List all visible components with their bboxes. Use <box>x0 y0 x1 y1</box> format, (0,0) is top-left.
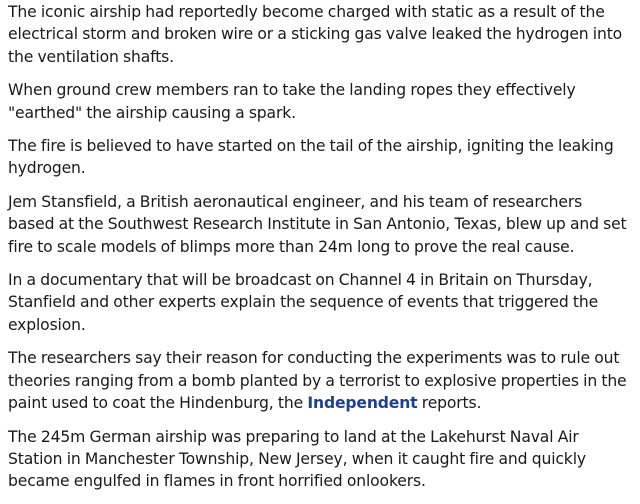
paragraph-theories-text: The researchers say their reason for conducting the experiments was to rule out theories ranging from a bomb planted by a terrorist to explosive properties in the paint used to coat the Hindenburg, the <box>8 349 627 413</box>
paragraph-ground-crew: When ground crew members ran to take the landing ropes they effectively "earthed" the airship causing a spark. <box>8 81 576 122</box>
paragraph-researchers: Jem Stansfield, a British aeronautical engineer, and his team of researchers based at the Southwest Research Institute in San Antonio, Texas, blew up and set fire to scale models of blimps more than 24m long to prove the real cause. <box>8 192 627 256</box>
paragraph-theories-tail: reports. <box>417 394 482 413</box>
paragraph-documentary: In a documentary that will be broadcast on Channel 4 in Britain on Thursday, Stanfield and other experts explain the sequence of events that triggered the explosion. <box>8 271 599 334</box>
independent-link[interactable]: Independent <box>307 394 418 413</box>
paragraph-static-charge: The iconic airship had reportedly become charged with static as a result of the electrical storm and broken wire or a sticking gas valve leaked the hydrogen into the ventilation shafts. <box>8 3 623 66</box>
paragraph-landing: The 245m German airship was preparing to land at the Lakehurst Naval Air Station in Manchester Township, New Jersey, when it caught fire and quickly became engulfed in flames in front horrified onlookers. <box>8 427 586 491</box>
paragraph-theories <box>8 347 632 414</box>
paragraph-fire-origin: The fire is believed to have started on the tail of the airship, igniting the leaking hydrogen. <box>8 137 614 178</box>
